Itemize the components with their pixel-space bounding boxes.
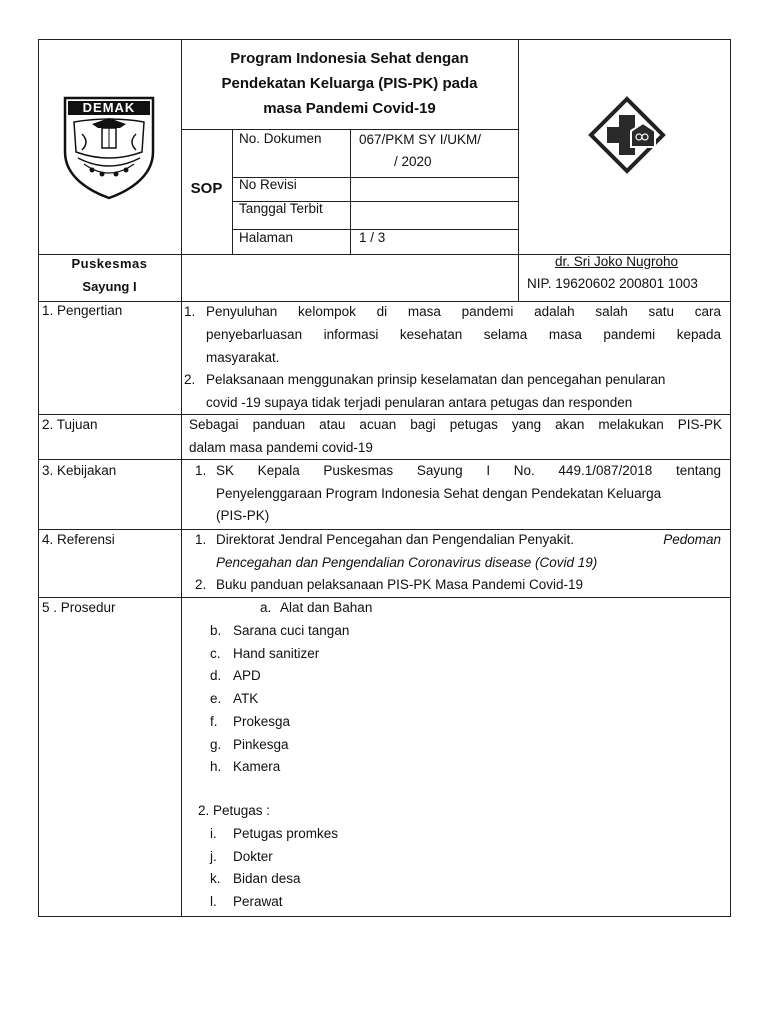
meta-value-no-dokumen-2: / 2020 bbox=[394, 154, 432, 169]
list-item: Perawat bbox=[233, 894, 283, 909]
list-item-num: k. bbox=[210, 871, 221, 886]
meta-label-no-revisi: No Revisi bbox=[239, 177, 297, 192]
list-item: Dokter bbox=[233, 849, 273, 864]
list-item-num: e. bbox=[210, 691, 222, 706]
kebijakan-line-1: SK Kepala Puskesmas Sayung I No. 449.1/087/2018 tentang bbox=[216, 463, 721, 478]
referensi-item-1-line-1 bbox=[216, 530, 721, 550]
list-item: Prokesga bbox=[233, 714, 291, 729]
meta-value-divider bbox=[350, 129, 351, 254]
pengertian-item-1-line-1: Penyuluhan kelompok di masa pandemi adalah salah satu cara bbox=[206, 304, 721, 319]
puskesmas-logo bbox=[587, 95, 667, 175]
section-label-pengertian: 1. Pengertian bbox=[42, 303, 123, 318]
section-label-referensi: 4. Referensi bbox=[42, 532, 115, 547]
sop-document bbox=[38, 39, 731, 917]
list-item-num: g. bbox=[210, 737, 222, 752]
list-item: APD bbox=[233, 668, 261, 683]
referensi-item-1-num: 1. bbox=[195, 532, 207, 547]
list-item: Petugas promkes bbox=[233, 826, 339, 841]
tujuan-line-2: dalam masa pandemi covid-19 bbox=[189, 440, 373, 455]
list-item-num: c. bbox=[210, 646, 221, 661]
meta-label-tanggal-terbit: Tanggal Terbit bbox=[239, 201, 323, 216]
kebijakan-num: 1. bbox=[195, 463, 207, 478]
org-name-line-1: Puskesmas bbox=[71, 256, 148, 271]
list-item-num: i. bbox=[210, 826, 217, 841]
tujuan-line-1: Sebagai panduan atau acuan bagi petugas yang akan melakukan PIS-PK bbox=[189, 417, 722, 432]
pengertian-item-2-line-1: Pelaksanaan menggunakan prinsip keselamatan dan pencegahan penularan bbox=[206, 372, 666, 387]
section-label-tujuan: 2. Tujuan bbox=[42, 417, 98, 432]
title-line-2: Pendekatan Keluarga (PIS-PK) pada bbox=[221, 75, 478, 92]
list-item: Hand sanitizer bbox=[233, 646, 320, 661]
health-cross-icon bbox=[587, 95, 667, 175]
title-line-3: masa Pandemi Covid-19 bbox=[263, 100, 436, 117]
list-item-num: b. bbox=[210, 623, 222, 638]
referensi-item-1-line-2: Pencegahan dan Pengendalian Coronavirus disease (Covid 19) bbox=[216, 555, 598, 570]
list-item: Kamera bbox=[233, 759, 281, 774]
meta-value-no-dokumen-1: 067/PKM SY I/UKM/ bbox=[359, 132, 482, 147]
referensi-item-1-italic: Pedoman bbox=[663, 532, 721, 547]
meta-label-no-dokumen: No. Dokumen bbox=[239, 131, 322, 146]
referensi-item-1-text: Direktorat Jendral Pencegahan dan Pengendalian Penyakit. bbox=[216, 532, 574, 547]
list-item: Pinkesga bbox=[233, 737, 289, 752]
referensi-item-2-num: 2. bbox=[195, 577, 207, 592]
pengertian-item-2-num: 2. bbox=[184, 372, 196, 387]
kebijakan-line-2: Penyelenggaraan Program Indonesia Sehat dengan Pendekatan Keluarga bbox=[216, 486, 662, 501]
petugas-heading: 2. Petugas : bbox=[198, 803, 271, 818]
logo-text: DEMAK bbox=[82, 100, 136, 115]
kebijakan-line-3: (PIS-PK) bbox=[216, 508, 270, 523]
list-item: Bidan desa bbox=[233, 871, 301, 886]
sop-label-divider bbox=[232, 129, 233, 254]
title-line-1: Program Indonesia Sehat dengan bbox=[230, 50, 469, 67]
list-item-num: h. bbox=[210, 759, 222, 774]
section-label-prosedur: 5 . Prosedur bbox=[42, 600, 116, 615]
referensi-item-2-text: Buku panduan pelaksanaan PIS-PK Masa Pandemi Covid-19 bbox=[216, 577, 583, 592]
pengertian-item-1-line-2: penyebarluasan informasi kesehatan selama masa pandemi kepada bbox=[206, 327, 721, 342]
tujuan-bottom-line bbox=[38, 459, 731, 460]
sop-label: SOP bbox=[190, 180, 223, 197]
list-item-num: j. bbox=[210, 849, 217, 864]
right-column-divider bbox=[518, 39, 519, 301]
meta-label-halaman: Halaman bbox=[239, 230, 294, 245]
pengertian-item-1-num: 1. bbox=[184, 304, 196, 319]
list-item: Sarana cuci tangan bbox=[233, 623, 350, 638]
list-item-num: l. bbox=[210, 894, 217, 909]
referensi-bottom-line bbox=[38, 597, 731, 598]
list-item-num: d. bbox=[210, 668, 222, 683]
head-name: dr. Sri Joko Nugroho bbox=[555, 254, 679, 269]
section-label-kebijakan: 3. Kebijakan bbox=[42, 463, 117, 478]
pengertian-item-2-line-2: covid -19 supaya tidak terjadi penularan antara petugas dan responden bbox=[206, 395, 633, 410]
list-item-num: f. bbox=[210, 714, 218, 729]
pengertian-item-1-line-3: masyarakat. bbox=[206, 350, 280, 365]
head-nip: NIP. 19620602 200801 1003 bbox=[527, 276, 698, 291]
document-title bbox=[181, 47, 518, 127]
meta-value-halaman: 1 / 3 bbox=[359, 230, 386, 245]
left-column-divider bbox=[181, 39, 182, 917]
prosedur-sub-a-num: a. bbox=[260, 600, 272, 615]
prosedur-sub-a-text: Alat dan Bahan bbox=[280, 600, 373, 615]
demak-logo bbox=[62, 94, 156, 200]
list-item: ATK bbox=[233, 691, 259, 706]
org-name-line-2: Sayung I bbox=[82, 279, 137, 294]
